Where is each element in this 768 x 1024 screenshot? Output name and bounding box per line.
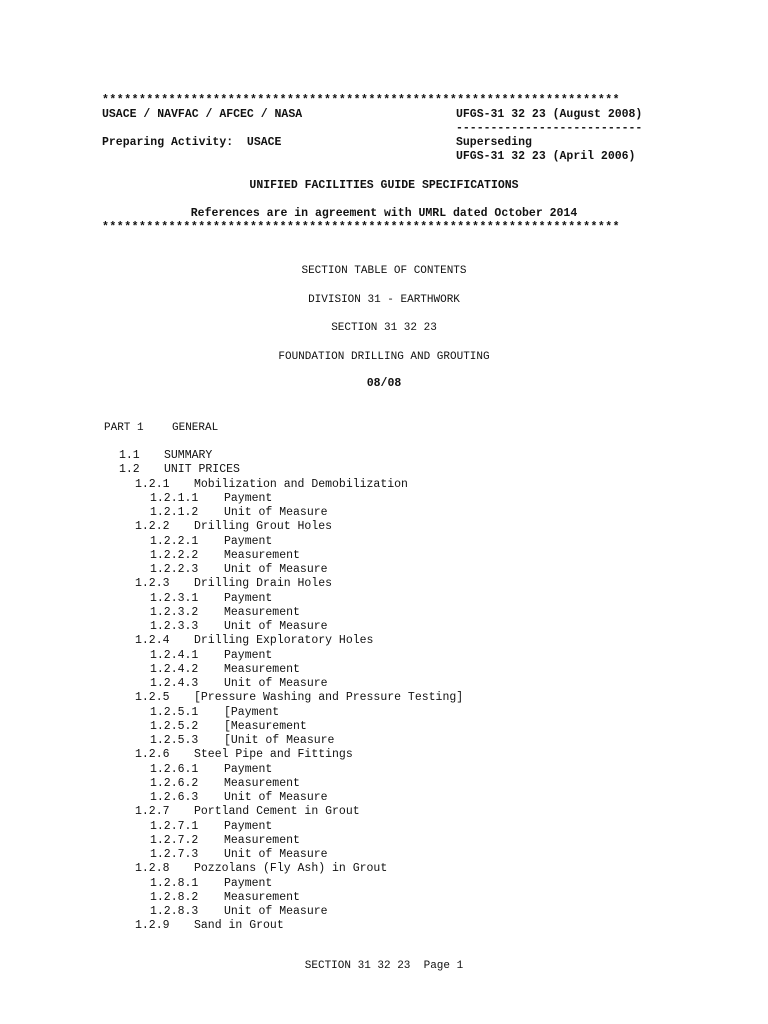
toc-item-title: Drilling Grout Holes [194,520,333,534]
toc-item-title: UNIT PRICES [164,463,240,477]
toc-item-number: 1.2.4.1 [150,648,199,662]
header-agencies: USACE / NAVFAC / AFCEC / NASA [102,108,303,121]
toc-item-title: [Measurement [224,719,307,733]
toc-item-number: 1.2.3 [135,577,170,591]
toc-item-title: Measurement [224,776,300,790]
toc-item-title: Unit of Measure [224,506,328,519]
toc-item-number: 1.2.4 [135,634,170,648]
header-superseding: Superseding [456,136,532,149]
toc-item-title: Unit of Measure [224,677,328,690]
toc-item-number: 1.2.7 [135,805,170,819]
toc-item-number: 1.2.7.2 [150,833,199,847]
toc-item-number: 1.2.7.1 [150,819,199,833]
toc-item-title: Sand in Grout [194,919,284,933]
toc-item-number: 1.2.8.3 [150,905,199,918]
toc-item-title: Payment [224,491,273,505]
toc-item-title: Payment [224,648,273,662]
toc-item-title: [Unit of Measure [224,734,335,747]
toc-item-number: 1.2.1.1 [150,491,199,505]
toc-item-number: 1.2.8 [135,862,170,876]
toc-item-number: 1.2.3.1 [150,591,199,605]
toc-item-title: Pozzolans (Fly Ash) in Grout [194,862,388,876]
toc-item-number: 1.2.5.1 [150,705,199,719]
toc-item-number: 1.2.1.2 [150,506,199,519]
toc-item-title: Payment [224,819,273,833]
header-stars-bottom: ********************************************************************** [102,221,621,234]
toc-item-number: 1.2.6.1 [150,762,199,776]
toc-heading: SECTION TABLE OF CONTENTS [301,265,467,277]
toc-item-title: [Payment [224,705,280,719]
header-superseded-number: UFGS-31 32 23 (April 2006) [456,150,636,163]
header-ufgs-number: UFGS-31 32 23 (August 2008) [456,108,643,121]
toc-item-title: Unit of Measure [224,848,328,861]
toc-item-number: 1.2.7.3 [150,848,199,861]
toc-item-title: Payment [224,876,273,890]
toc-item-title: Measurement [224,890,300,904]
toc-item-title: Measurement [224,662,300,676]
toc-item-title: Measurement [224,833,300,847]
toc-item-title: Mobilization and Demobilization [194,477,408,491]
toc-item-number: 1.2.8.2 [150,890,199,904]
toc-item-number: 1.2 [119,463,140,477]
toc-item-title: [Pressure Washing and Pressure Testing] [194,691,464,705]
toc-item-title: Measurement [224,605,300,619]
toc-item-number: 1.2.3.2 [150,605,199,619]
toc-item-title: Unit of Measure [224,620,328,633]
part-title: GENERAL [172,422,219,434]
section-date: 08/08 [366,377,402,390]
toc-item-number: 1.2.5.2 [150,719,199,733]
toc-item-number: 1.2.3.3 [150,620,199,633]
section-number: SECTION 31 32 23 [331,322,437,334]
header-stars-top: ********************************************************************** [102,94,621,107]
toc-item-number: 1.2.8.1 [150,876,199,890]
header-dashes: --------------------------- [456,122,643,135]
toc-item-title: Payment [224,591,273,605]
header-preparing-activity: Preparing Activity: USACE [102,136,282,149]
toc-item-number: 1.2.2 [135,520,170,534]
toc-item-title: Portland Cement in Grout [194,805,360,819]
page-footer: SECTION 31 32 23 Page 1 [304,960,464,972]
toc-item-title: Unit of Measure [224,563,328,576]
toc-item-number: 1.2.6.3 [150,791,199,804]
toc-item-number: 1.2.6 [135,748,170,762]
toc-item-title: Payment [224,762,273,776]
references-note: References are in agreement with UMRL dated October 2014 [190,207,578,220]
toc-item-number: 1.2.5.3 [150,734,199,747]
toc-item-number: 1.2.4.3 [150,677,199,690]
toc-item-number: 1.2.2.2 [150,548,199,562]
section-title: FOUNDATION DRILLING AND GROUTING [278,351,490,363]
toc-item-number: 1.2.2.3 [150,563,199,576]
toc-item-number: 1.1 [119,449,140,462]
toc-item-number: 1.2.5 [135,691,170,705]
toc-item-title: Measurement [224,548,300,562]
toc-item-number: 1.2.9 [135,919,170,933]
toc-item-title: Drilling Drain Holes [194,577,333,591]
toc-item-number: 1.2.2.1 [150,534,199,548]
toc-item-title: Steel Pipe and Fittings [194,748,353,762]
toc-item-number: 1.2.6.2 [150,776,199,790]
document-title: UNIFIED FACILITIES GUIDE SPECIFICATIONS [249,179,519,192]
toc-item-title: SUMMARY [164,449,213,462]
toc-item-title: Unit of Measure [224,791,328,804]
part-number: PART 1 [104,422,144,434]
toc-item-number: 1.2.1 [135,477,170,491]
toc-item-title: Unit of Measure [224,905,328,918]
toc-item-title: Drilling Exploratory Holes [194,634,374,648]
toc-item-number: 1.2.4.2 [150,662,199,676]
toc-item-title: Payment [224,534,273,548]
division-label: DIVISION 31 - EARTHWORK [308,294,460,306]
